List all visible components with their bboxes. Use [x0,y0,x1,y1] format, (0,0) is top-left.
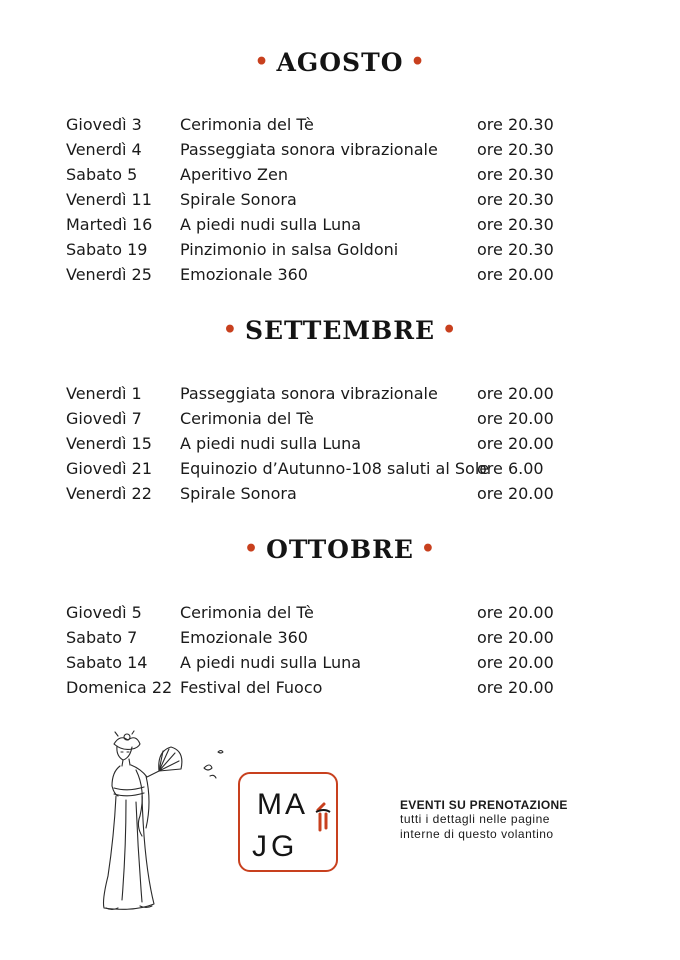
event-time: ore 20.00 [477,603,554,622]
month-heading-agosto: • AGOSTO • [254,48,426,77]
event-day: Venerdì 15 [66,434,152,453]
event-title: Emozionale 360 [180,265,308,284]
event-time: ore 20.00 [477,653,554,672]
event-title: Aperitivo Zen [180,165,288,184]
event-time: ore 20.30 [477,140,554,159]
events-list-agosto [66,112,586,287]
event-day: Martedì 16 [66,215,153,234]
event-row [66,600,586,625]
bullet-dot-icon: • [442,317,458,343]
event-day: Venerdì 25 [66,265,152,284]
event-title: Festival del Fuoco [180,678,323,697]
event-time: ore 20.00 [477,384,554,403]
event-row [66,625,586,650]
event-title: Spirale Sonora [180,484,297,503]
event-day: Domenica 22 [66,678,173,697]
event-title: Emozionale 360 [180,628,308,647]
event-row [66,406,586,431]
event-time: ore 20.30 [477,115,554,134]
event-row [66,137,586,162]
events-list-settembre [66,381,586,506]
event-title: Cerimonia del Tè [180,409,314,428]
bullet-dot-icon: • [420,536,436,562]
event-title: A piedi nudi sulla Luna [180,653,362,672]
month-heading-ottobre: • OTTOBRE • [244,535,436,564]
event-row [66,237,586,262]
event-time: ore 20.30 [477,190,554,209]
event-row [66,187,586,212]
event-day: Sabato 5 [66,165,138,184]
event-title: Cerimonia del Tè [180,603,314,622]
event-time: ore 20.00 [477,484,554,503]
month-heading-settembre: • SETTEMBRE • [222,316,458,345]
majg-logo-mark [240,774,336,870]
booking-line: interne di questo volantino [400,827,554,841]
event-row [66,162,586,187]
event-row [66,675,586,700]
event-row [66,381,586,406]
event-title: A piedi nudi sulla Luna [180,215,362,234]
event-time: ore 6.00 [477,459,544,478]
event-day: Sabato 14 [66,653,148,672]
majg-logo [238,772,338,872]
event-day: Venerdì 22 [66,484,152,503]
event-day: Sabato 7 [66,628,138,647]
event-time: ore 20.00 [477,265,554,284]
event-day: Giovedì 5 [66,603,142,622]
event-row [66,112,586,137]
event-time: ore 20.00 [477,678,554,697]
event-row [66,431,586,456]
event-day: Giovedì 21 [66,459,152,478]
event-day: Venerdì 11 [66,190,152,209]
event-title: Passeggiata sonora vibrazionale [180,140,438,159]
event-time: ore 20.30 [477,215,554,234]
event-title: Pinzimonio in salsa Goldoni [180,240,399,259]
event-time: ore 20.00 [477,628,554,647]
event-title: Equinozio d’Autunno-108 saluti al Sole [180,459,490,478]
geisha-illustration [96,730,226,915]
event-day: Venerdì 1 [66,384,142,403]
event-day: Giovedì 3 [66,115,142,134]
event-row [66,456,586,481]
bullet-dot-icon: • [410,49,426,75]
event-title: Cerimonia del Tè [180,115,314,134]
event-title: A piedi nudi sulla Luna [180,434,362,453]
event-time: ore 20.00 [477,434,554,453]
event-time: ore 20.00 [477,409,554,428]
bullet-dot-icon: • [254,49,270,75]
svg-text:MA: MA [257,788,308,821]
booking-title: EVENTI SU PRENOTAZIONE [400,798,568,812]
event-row [66,212,586,237]
event-title: Passeggiata sonora vibrazionale [180,384,438,403]
bullet-dot-icon: • [222,317,238,343]
event-time: ore 20.30 [477,240,554,259]
event-day: Sabato 19 [66,240,148,259]
booking-info [400,798,600,842]
event-title: Spirale Sonora [180,190,297,209]
event-row [66,650,586,675]
event-day: Venerdì 4 [66,140,142,159]
event-row [66,481,586,506]
events-list-ottobre [66,600,586,700]
event-row [66,262,586,287]
event-time: ore 20.30 [477,165,554,184]
svg-text:JG: JG [252,830,299,863]
booking-line: tutti i dettagli nelle pagine [400,812,550,826]
event-day: Giovedì 7 [66,409,142,428]
bullet-dot-icon: • [244,536,260,562]
